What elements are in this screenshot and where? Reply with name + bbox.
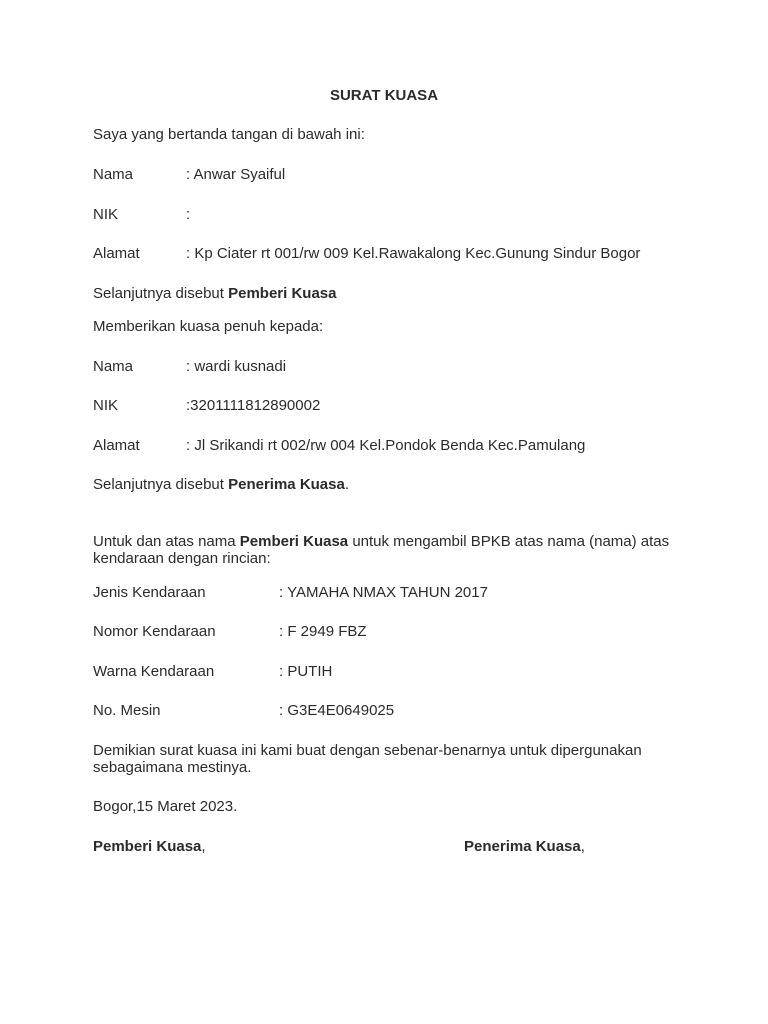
vehicle-type-label: Jenis Kendaraan: [93, 584, 206, 601]
grantor-nik-label: NIK: [93, 206, 119, 223]
grantor-name-value: : Anwar Syaiful: [186, 166, 286, 183]
grantee-signature-term: Penerima Kuasa: [464, 838, 581, 855]
grantee-signature-comma: ,: [580, 838, 585, 855]
grantee-signature-label: [464, 838, 585, 855]
grantee-nik-value: :3201111812890002: [186, 397, 321, 414]
grantee-name-row: [93, 358, 693, 375]
grantee-address-value: : Jl Srikandi rt 002/rw 004 Kel.Pondok Benda Kec.Pamulang: [186, 437, 586, 454]
grantor-nik-value: :: [186, 206, 191, 223]
vehicle-type-value: : YAMAHA NMAX TAHUN 2017: [279, 584, 488, 601]
grantor-signature-label: [93, 838, 206, 855]
grantee-address-label: Alamat: [93, 437, 140, 454]
vehicle-type-row: [93, 584, 693, 601]
vehicle-color-label: Warna Kendaraan: [93, 663, 215, 680]
grantee-designation-suffix: .: [344, 476, 350, 493]
grantor-signature-comma: ,: [201, 838, 206, 855]
vehicle-plate-value: : F 2949 FBZ: [279, 623, 367, 640]
grantor-address-row: [93, 245, 693, 262]
vehicle-plate-row: [93, 623, 693, 640]
purpose-prefix: Untuk dan atas nama: [93, 533, 240, 550]
grantee-designation-term: Penerima Kuasa: [228, 476, 345, 493]
grantor-signature-term: Pemberi Kuasa: [93, 838, 202, 855]
vehicle-color-value: : PUTIH: [279, 663, 333, 680]
vehicle-color-row: [93, 663, 693, 680]
intro-text: Saya yang bertanda tangan di bawah ini:: [93, 126, 365, 143]
grantor-name-row: [93, 166, 693, 183]
grantee-nik-label: NIK: [93, 397, 119, 414]
purpose-paragraph: [93, 533, 673, 567]
grant-statement: Memberikan kuasa penuh kepada:: [93, 318, 324, 335]
grantor-designation-term: Pemberi Kuasa: [228, 285, 337, 302]
grantor-address-value: : Kp Ciater rt 001/rw 009 Kel.Rawakalong Kec.Gunung Sindur Bogor: [186, 245, 641, 262]
grantee-designation-prefix: Selanjutnya disebut: [93, 476, 229, 493]
closing-paragraph: Demikian surat kuasa ini kami buat dengan sebenar-benarnya untuk dipergunakan sebagaimana mestinya.: [93, 742, 642, 776]
grantee-designation: [93, 476, 349, 493]
vehicle-plate-label: Nomor Kendaraan: [93, 623, 216, 640]
document-title: SURAT KUASA: [329, 87, 439, 104]
grantor-designation: [93, 285, 337, 302]
grantor-nik-row: [93, 206, 693, 223]
grantor-designation-prefix: Selanjutnya disebut: [93, 285, 229, 302]
vehicle-engine-row: [93, 702, 693, 719]
place-date: Bogor,15 Maret 2023.: [93, 798, 238, 815]
grantor-name-label: Nama: [93, 166, 134, 183]
grantee-name-label: Nama: [93, 358, 134, 375]
purpose-term: Pemberi Kuasa: [239, 533, 349, 550]
grantor-address-label: Alamat: [93, 245, 140, 262]
grantee-nik-row: [93, 397, 693, 414]
grantee-address-row: [93, 437, 693, 454]
vehicle-engine-label: No. Mesin: [93, 702, 161, 719]
purpose-suffix: untuk mengambil BPKB atas nama (nama) atas kendaraan dengan rincian:: [93, 533, 670, 567]
vehicle-engine-value: : G3E4E0649025: [279, 702, 395, 719]
grantee-name-value: : wardi kusnadi: [186, 358, 287, 375]
